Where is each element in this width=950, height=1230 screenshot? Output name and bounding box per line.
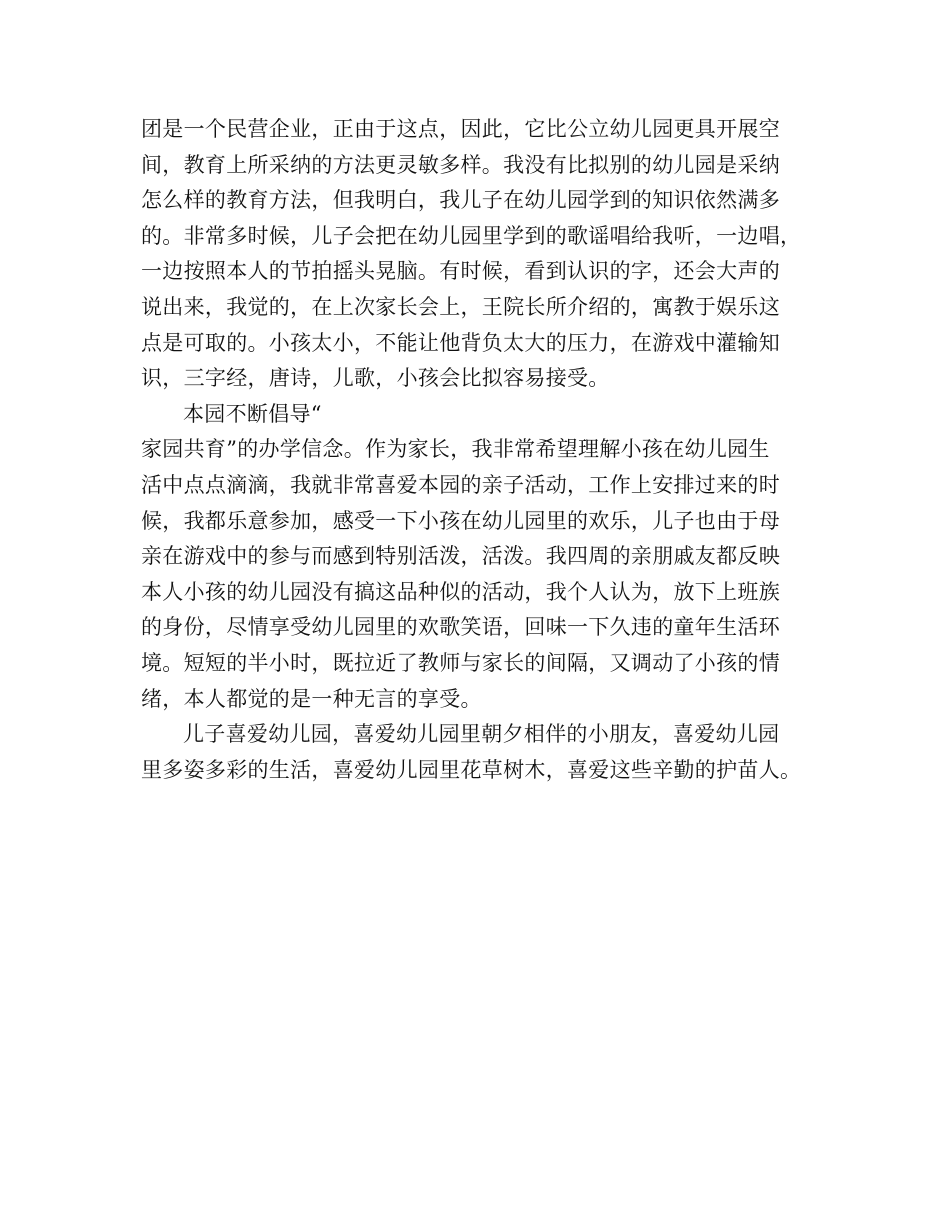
text-line: 里多姿多彩的生活，喜爱幼儿园里花草树木，喜爱这些辛勤的护苗人。: [141, 757, 802, 782]
document-body: [141, 112, 821, 788]
text-line: 说出来，我觉的，在上次家长会上，王院长所介绍的，寓教于娱乐这: [141, 294, 780, 319]
text-line: 境。短短的半小时，既拉近了教师与家长的间隔，又调动了小孩的情: [141, 650, 780, 675]
text-line: 间，教育上所采纳的方法更灵敏多样。我没有比拟别的幼儿园是采纳: [141, 152, 780, 177]
text-line: 一边按照本人的节拍摇头晃脑。有时候，看到认识的字，还会大声的: [141, 259, 780, 284]
text-line: 亲在游戏中的参与而感到特别活泼，活泼。我四周的亲朋戚友都反映: [141, 544, 780, 569]
text-line: 绪，本人都觉的是一种无言的享受。: [141, 686, 482, 711]
text-line: 的。非常多时候，儿子会把在幼儿园里学到的歌谣唱给我听，一边唱，: [141, 223, 802, 248]
paragraph-start-line: 儿子喜爱幼儿园，喜爱幼儿园里朝夕相伴的小朋友，喜爱幼儿园: [183, 722, 780, 747]
text-line: 怎么样的教育方法，但我明白，我儿子在幼儿园学到的知识依然满多: [141, 188, 780, 213]
text-line: 的身份，尽情享受幼儿园里的欢歌笑语，回味一下久违的童年生活环: [141, 615, 780, 640]
text-line: 候，我都乐意参加，感受一下小孩在幼儿园里的欢乐，儿子也由于母: [141, 508, 780, 533]
text-line: 本人小孩的幼儿园没有搞这品种似的活动，我个人认为，放下上班族: [141, 579, 780, 604]
text-line: 家园共育”的办学信念。作为家长，我非常希望理解小孩在幼儿园生: [141, 437, 770, 462]
text-line: 点是可取的。小孩太小，不能让他背负太大的压力，在游戏中灌输知: [141, 330, 780, 355]
text-line: 识，三字经，唐诗，儿歌，小孩会比拟容易接受。: [141, 366, 610, 391]
text-line: 团是一个民营企业，正由于这点，因此，它比公立幼儿园更具开展空: [141, 117, 780, 141]
paragraph-start-line: 本园不断倡导“: [183, 401, 322, 426]
text-line: 活中点点滴滴，我就非常喜爱本园的亲子活动，工作上安排过来的时: [141, 472, 780, 497]
